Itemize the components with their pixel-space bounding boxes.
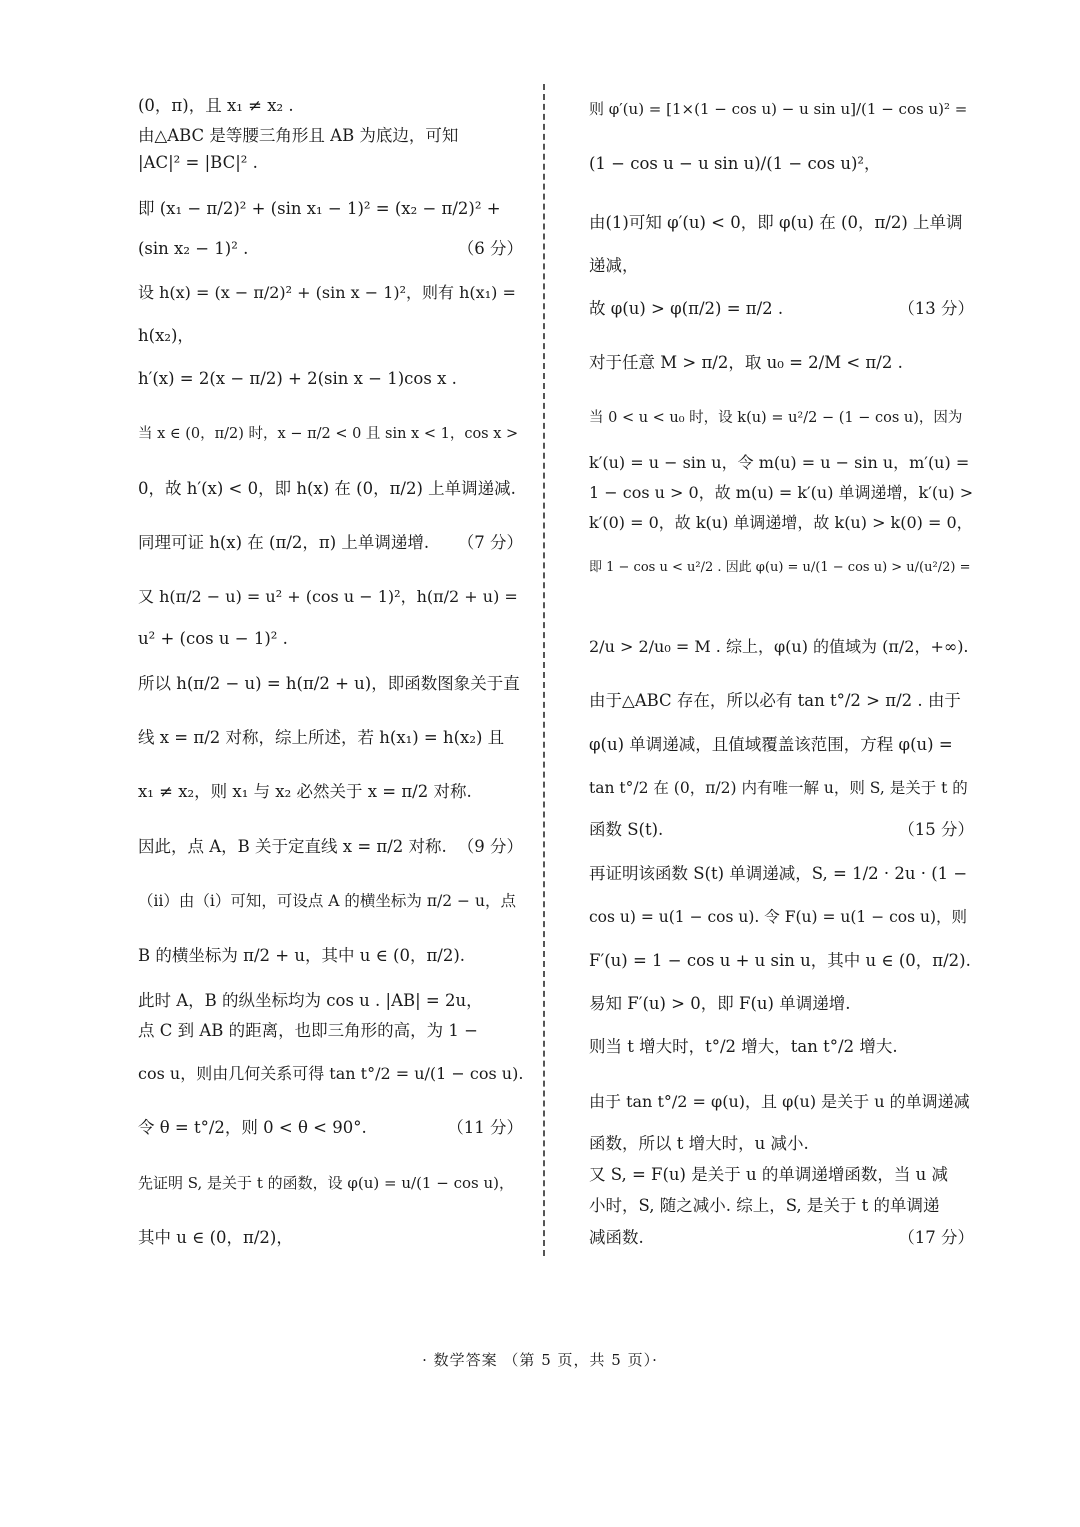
solution-text: 易知 F′(u) > 0，即 F(u) 单调递增.: [589, 994, 851, 1013]
solution-text: 由△ABC 是等腰三角形且 AB 为底边，可知: [138, 126, 459, 145]
solution-text: 因此，点 A，B 关于定直线 x = π/2 对称.: [138, 837, 447, 856]
solution-text: 小时，S, 随之减小. 综上，S, 是关于 t 的单调递: [589, 1196, 940, 1215]
solution-text: 令 θ = t°/2，则 0 < θ < 90°.: [138, 1118, 367, 1137]
score-mark: （9 分）: [457, 837, 523, 856]
solution-text: cos u，则由几何关系可得 tan t°/2 = u/(1 − cos u).: [138, 1064, 524, 1083]
solution-text: tan t°/2 在 (0，π/2) 内有唯一解 u，则 S, 是关于 t 的: [589, 779, 968, 797]
solution-line: [589, 557, 974, 579]
solution-text: k′(u) = u − sin u，令 m(u) = u − sin u，m′(u) =: [589, 453, 970, 472]
solution-text: 对于任意 M > π/2，取 u₀ = 2/M < π/2 .: [589, 353, 903, 372]
solution-text: B 的横坐标为 π/2 + u，其中 u ∈ (0，π/2).: [138, 946, 466, 965]
column-divider: [543, 84, 545, 1256]
solution-text: 则当 t 增大时，t°/2 增大，tan t°/2 增大.: [589, 1037, 898, 1056]
solution-line: [138, 532, 523, 554]
solution-text: 函数，所以 t 增大时，u 减小.: [589, 1134, 809, 1153]
solution-line: [589, 734, 974, 756]
solution-line: [138, 1227, 523, 1249]
solution-text: 则 φ′(u) = [1×(1 − cos u) − u sin u]/(1 − cos u)² =: [589, 100, 968, 118]
solution-line: [589, 906, 974, 928]
score-mark: （15 分）: [898, 820, 974, 839]
solution-line: [138, 586, 523, 608]
solution-line: [589, 1164, 974, 1186]
solution-text: 先证明 S, 是关于 t 的函数，设 φ(u) = u/(1 − cos u)，: [138, 1174, 514, 1192]
solution-line: [589, 1195, 974, 1217]
solution-line: [138, 1063, 523, 1085]
score-mark: （13 分）: [898, 299, 974, 318]
solution-text: 即 1 − cos u < u²/2 . 因此 φ(u) = u/(1 − cos u) > u/(u²/2) =: [589, 560, 971, 575]
solution-line: [138, 945, 523, 967]
solution-text: F′(u) = 1 − cos u + u sin u，其中 u ∈ (0，π/2).: [589, 951, 971, 970]
solution-line: [138, 423, 523, 445]
solution-text: 设 h(x) = (x − π/2)² + (sin x − 1)²，则有 h(x₁) =: [138, 283, 516, 302]
solution-line: [138, 990, 523, 1012]
solution-text: 函数 S(t).: [589, 820, 664, 839]
solution-line: [589, 255, 974, 277]
solution-line: [589, 863, 974, 885]
solution-line: [589, 636, 974, 658]
solution-text: 当 x ∈ (0，π/2) 时，x − π/2 < 0 且 sin x < 1，cos x >: [138, 426, 519, 442]
solution-text: 点 C 到 AB 的距离，也即三角形的高，为 1 −: [138, 1021, 478, 1040]
solution-line: [138, 673, 523, 695]
solution-line: [138, 198, 523, 220]
solution-line: [138, 628, 523, 650]
solution-line: [138, 1117, 523, 1139]
score-mark: （11 分）: [447, 1118, 523, 1137]
solution-text: 同理可证 h(x) 在 (π/2，π) 上单调递增.: [138, 533, 430, 552]
solution-line: [138, 781, 523, 803]
solution-text: u² + (cos u − 1)² .: [138, 629, 288, 648]
solution-text: 由(1)可知 φ′(u) < 0，即 φ(u) 在 (0，π/2) 上单调: [589, 213, 963, 232]
solution-text: 1 − cos u > 0，故 m(u) = k′(u) 单调递增，k′(u) >: [589, 483, 974, 502]
solution-text: k′(0) = 0，故 k(u) 单调递增，故 k(u) > k(0) = 0，: [589, 513, 973, 532]
solution-line: [589, 777, 974, 799]
solution-line: [138, 478, 523, 500]
solution-line: [589, 1091, 974, 1113]
solution-text: 当 0 < u < u₀ 时，设 k(u) = u²/2 − (1 − cos u)，因为: [589, 410, 963, 426]
solution-line: [589, 452, 974, 474]
solution-text: 又 S, = F(u) 是关于 u 的单调递增函数，当 u 减: [589, 1165, 948, 1184]
solution-text: |AC|² = |BC|² .: [138, 153, 258, 172]
solution-line: [589, 407, 974, 429]
solution-text: cos u) = u(1 − cos u). 令 F(u) = u(1 − cos u)，则: [589, 908, 968, 926]
solution-text: 所以 h(π/2 − u) = h(π/2 + u)，即函数图象关于直: [138, 674, 520, 693]
solution-text: φ(u) 单调递减，且值域覆盖该范围，方程 φ(u) =: [589, 735, 953, 754]
solution-text: (0，π)，且 x₁ ≠ x₂ .: [138, 96, 294, 115]
solution-text: 即 (x₁ − π/2)² + (sin x₁ − 1)² = (x₂ − π/2)² +: [138, 199, 501, 218]
solution-text: 此时 A，B 的纵坐标均为 cos u . |AB| = 2u，: [138, 991, 483, 1010]
solution-line: [589, 298, 974, 320]
solution-text: x₁ ≠ x₂，则 x₁ 与 x₂ 必然关于 x = π/2 对称.: [138, 782, 472, 801]
solution-text: 其中 u ∈ (0，π/2)，: [138, 1228, 293, 1247]
solution-line: [138, 1020, 523, 1042]
solution-text: 减函数.: [589, 1228, 644, 1247]
solution-line: [589, 212, 974, 234]
solution-text: 由于△ABC 存在，所以必有 tan t°/2 > π/2 . 由于: [589, 691, 961, 710]
solution-line: [589, 482, 974, 504]
solution-line: [138, 368, 523, 390]
solution-line: [589, 1227, 974, 1249]
score-mark: （6 分）: [457, 239, 523, 258]
solution-text: 2/u > 2/u₀ = M . 综上，φ(u) 的值域为 (π/2，+∞).: [589, 637, 969, 656]
solution-line: [138, 1172, 523, 1194]
solution-text: (sin x₂ − 1)² .: [138, 239, 249, 258]
solution-line: [589, 1036, 974, 1058]
solution-line: [138, 152, 523, 174]
solution-line: [589, 512, 974, 534]
solution-line: [138, 727, 523, 749]
solution-text: 再证明该函数 S(t) 单调递减，S, = 1/2 · 2u · (1 −: [589, 864, 968, 883]
solution-text: h(x₂)，: [138, 326, 194, 345]
solution-line: [589, 352, 974, 374]
solution-line: [138, 238, 523, 260]
solution-line: [589, 153, 974, 175]
solution-text: 由于 tan t°/2 = φ(u)，且 φ(u) 是关于 u 的单调递减: [589, 1092, 970, 1111]
solution-text: 故 φ(u) > φ(π/2) = π/2 .: [589, 299, 784, 318]
solution-line: [138, 890, 523, 912]
solution-line: [589, 690, 974, 712]
solution-line: [138, 836, 523, 858]
score-mark: （7 分）: [457, 533, 523, 552]
solution-text: 递减，: [589, 256, 639, 275]
solution-text: h′(x) = 2(x − π/2) + 2(sin x − 1)cos x .: [138, 369, 457, 388]
solution-line: [138, 282, 523, 304]
solution-text: 0，故 h′(x) < 0，即 h(x) 在 (0，π/2) 上单调递减.: [138, 479, 516, 498]
solution-line: [589, 1133, 974, 1155]
solution-line: [138, 325, 523, 347]
solution-text: （ⅱ）由（ⅰ）可知，可设点 A 的横坐标为 π/2 − u，点: [138, 892, 516, 910]
solution-line: [589, 98, 974, 120]
solution-text: 线 x = π/2 对称，综上所述，若 h(x₁) = h(x₂) 且: [138, 728, 505, 747]
solution-text: (1 − cos u − u sin u)/(1 − cos u)²，: [589, 154, 881, 173]
solution-line: [589, 819, 974, 841]
score-mark: （17 分）: [898, 1228, 974, 1247]
solution-line: [138, 95, 523, 117]
solution-text: 又 h(π/2 − u) = u² + (cos u − 1)²，h(π/2 + u) =: [138, 587, 518, 606]
page-footer: · 数学答案 （第 5 页，共 5 页）·: [422, 1351, 658, 1369]
solution-line: [138, 125, 523, 147]
solution-line: [589, 950, 974, 972]
solution-line: [589, 993, 974, 1015]
